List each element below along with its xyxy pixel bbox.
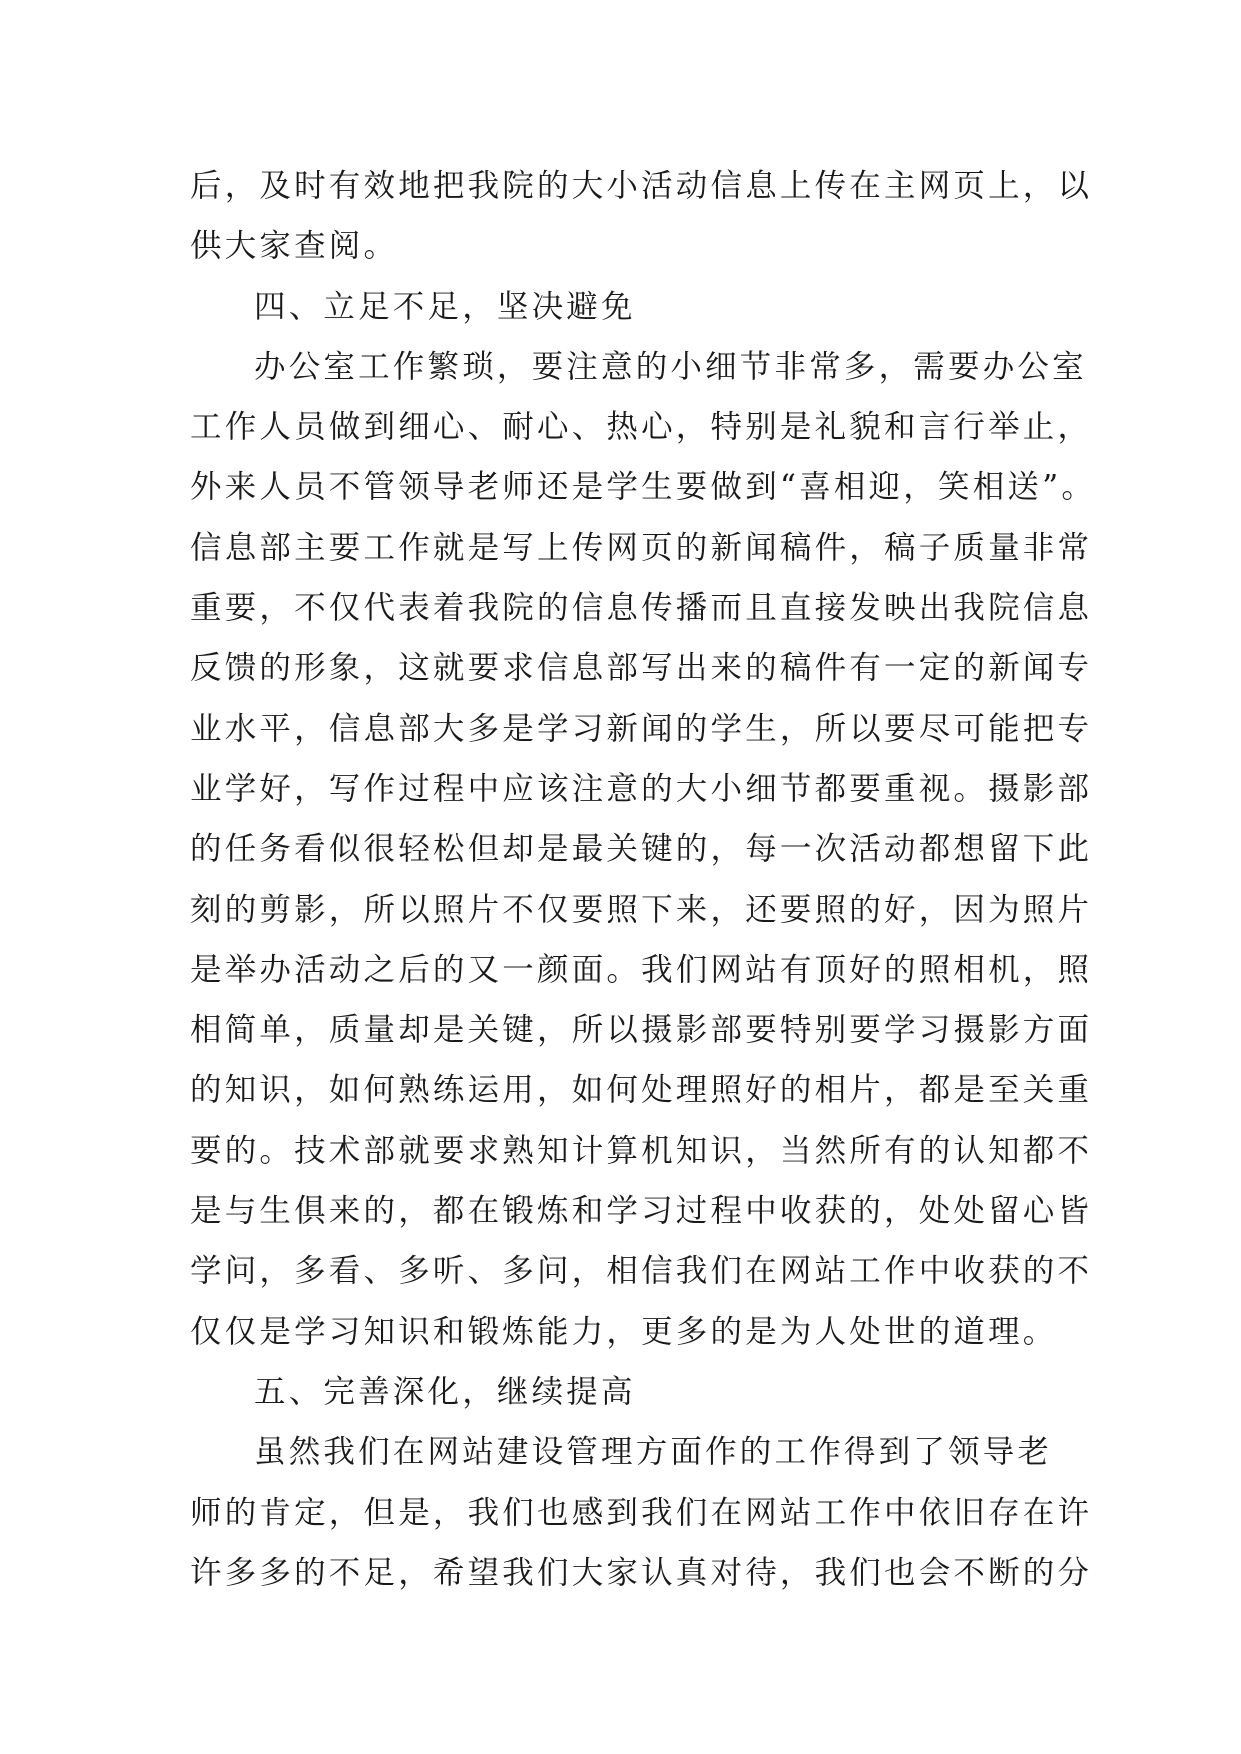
text-line: 重要，不仅代表着我院的信息传播而且直接发映出我院信息: [190, 590, 1093, 627]
text-line: 是与生俱来的，都在锻炼和学习过程中收获的，处处留心皆: [190, 1193, 1093, 1230]
text-line: 外来人员不管领导老师还是学生要做到“喜相迎，笑相送”。: [190, 469, 1097, 506]
text-line: 后，及时有效地把我院的大小活动信息上传在主网页上，以: [190, 168, 1093, 204]
text-line: 供大家查阅。: [190, 228, 399, 265]
text-line: 许多多的不足，希望我们大家认真对待，我们也会不断的分: [190, 1554, 1093, 1591]
text-line: 相简单，质量却是关键，所以摄影部要特别要学习摄影方面: [190, 1012, 1093, 1049]
section-heading: 五、完善深化，继续提高: [254, 1373, 636, 1410]
text-line: 反馈的形象，这就要求信息部写出来的稿件有一定的新闻专: [190, 650, 1093, 687]
text-line: 业学好，写作过程中应该注意的大小细节都要重视。摄影部: [190, 770, 1093, 807]
text-line: 学问，多看、多听、多问，相信我们在网站工作中收获的不: [190, 1253, 1093, 1290]
text-line: 是举办活动之后的又一颜面。我们网站有顶好的照相机，照: [190, 951, 1093, 988]
text-line: 刻的剪影，所以照片不仅要照下来，还要照的好，因为照片: [190, 891, 1093, 928]
text-line: 业水平，信息部大多是学习新闻的学生，所以要尽可能把专: [190, 710, 1093, 747]
body-text: [190, 156, 1097, 1603]
text-line: 办公室工作繁琐，要注意的小细节非常多，需要办公室: [254, 348, 1087, 385]
text-line: 虽然我们在网站建设管理方面作的工作得到了领导老: [254, 1434, 1053, 1471]
text-line: 要的。技术部就要求熟知计算机知识，当然所有的认知都不: [190, 1132, 1093, 1169]
text-line: 仅仅是学习知识和锻炼能力，更多的是为人处世的道理。: [190, 1313, 1058, 1350]
text-line: 工作人员做到细心、耐心、热心，特别是礼貌和言行举止，: [190, 409, 1093, 446]
text-line: 的知识，如何熟练运用，如何处理照好的相片，都是至关重: [190, 1072, 1093, 1109]
text-line: 师的肯定，但是，我们也感到我们在网站工作中依旧存在许: [190, 1494, 1093, 1531]
section-heading: 四、立足不足，坚决避免: [254, 288, 636, 325]
text-line: 的任务看似很轻松但却是最关键的，每一次活动都想留下此: [190, 831, 1093, 868]
text-line: 信息部主要工作就是写上传网页的新闻稿件，稿子质量非常: [190, 529, 1093, 566]
